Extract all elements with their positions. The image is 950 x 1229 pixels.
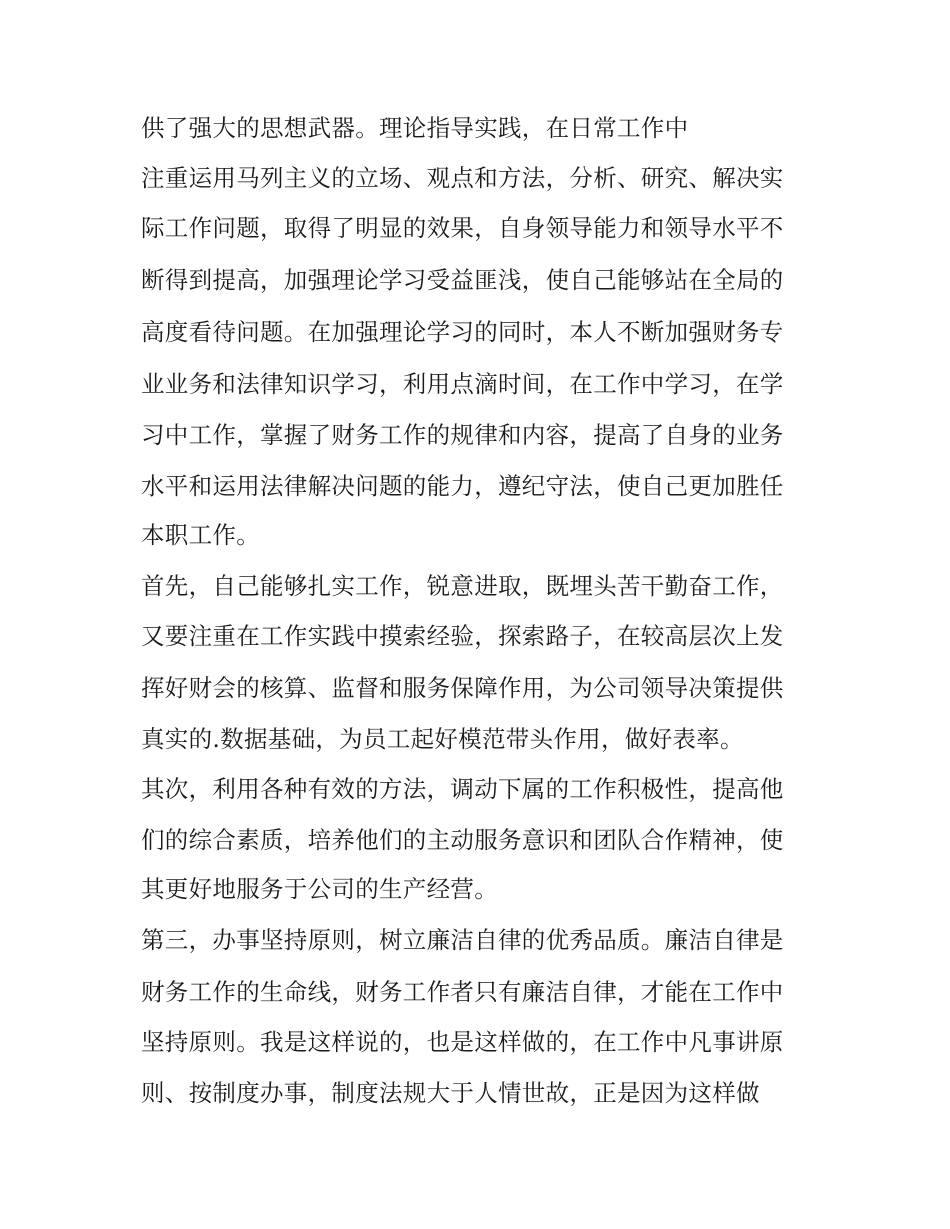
text-line: 业业务和法律知识学习，利用点滴时间，在工作中学习，在学 [141, 370, 784, 398]
text-line: 第三，办事坚持原则，树立廉洁自律的优秀品质。廉洁自律是 [141, 926, 784, 954]
text-line: 本职工作。 [141, 521, 260, 549]
text-line: 挥好财会的核算、监督和服务保障作用，为公司领导决策提供 [141, 674, 784, 702]
text-line: 财务工作的生命线，财务工作者只有廉洁自律，才能在工作中 [141, 978, 784, 1006]
text-line: 其更好地服务于公司的生产经营。 [141, 875, 498, 903]
text-line: 供了强大的思想武器。理论指导实践，在日常工作中 [141, 114, 689, 142]
text-line: 高度看待问题。在加强理论学习的同时，本人不断加强财务专 [141, 318, 784, 346]
text-line: 其次，利用各种有效的方法，调动下属的工作积极性，提高他 [141, 775, 784, 803]
text-line: 际工作问题，取得了明显的效果，自身领导能力和领导水平不 [141, 214, 784, 242]
text-line: 又要注重在工作实践中摸索经验，探索路子，在较高层次上发 [141, 622, 784, 650]
text-line: 习中工作，掌握了财务工作的规律和内容，提高了自身的业务 [141, 421, 784, 449]
text-line: 断得到提高，加强理论学习受益匪浅，使自己能够站在全局的 [141, 266, 784, 294]
text-line: 水平和运用法律解决问题的能力，遵纪守法，使自己更加胜任 [141, 472, 784, 500]
text-line: 真实的.数据基础，为员工起好模范带头作用，做好表率。 [141, 725, 744, 753]
text-line: 坚持原则。我是这样说的，也是这样做的，在工作中凡事讲原 [141, 1028, 784, 1056]
text-line: 注重运用马列主义的立场、观点和方法，分析、研究、解决实 [141, 164, 784, 192]
text-line: 首先，自己能够扎实工作，锐意进取，既埋头苦干勤奋工作， [141, 572, 784, 600]
text-line: 们的综合素质，培养他们的主动服务意识和团队合作精神，使 [141, 826, 784, 854]
text-line: 则、按制度办事，制度法规大于人情世故，正是因为这样做 [141, 1079, 760, 1107]
